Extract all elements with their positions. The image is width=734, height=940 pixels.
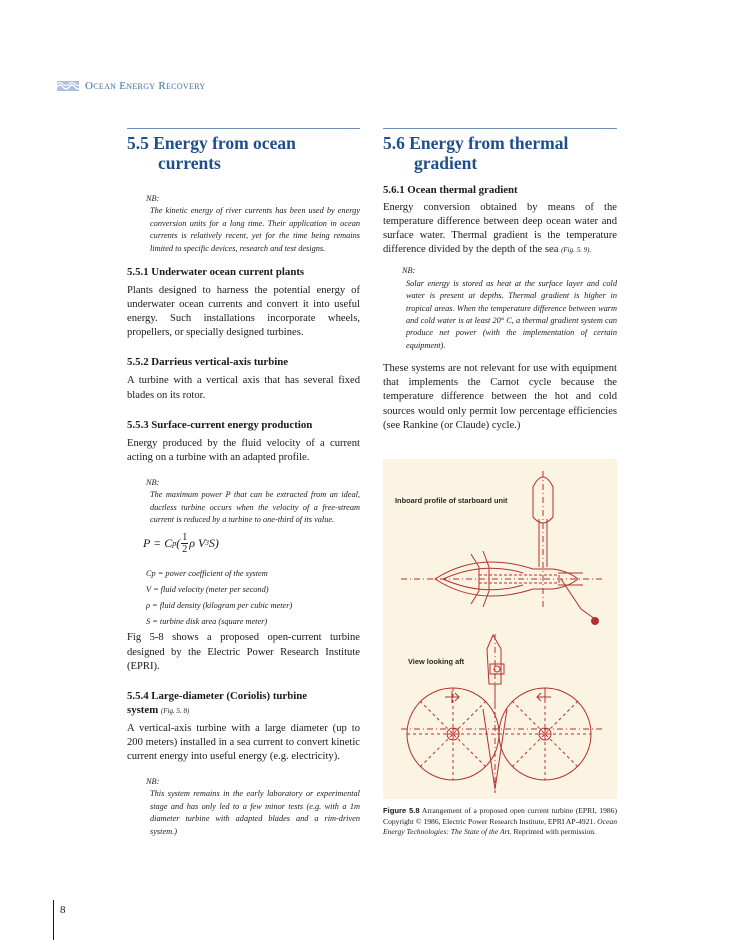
running-header bbox=[57, 80, 205, 92]
page-number-bar bbox=[53, 900, 54, 940]
right-column bbox=[383, 128, 617, 433]
section-5-5-2-body: A turbine with a vertical axis that has several fixed blades on its rotor. bbox=[127, 375, 360, 401]
fraction: $\frac{1}{2}$ bbox=[182, 531, 188, 555]
power-formula: P = C p ( $\frac{1}{2}$ ρ V 3 S) bbox=[143, 531, 219, 555]
definition-item: V = fluid velocity (meter per second) bbox=[146, 585, 269, 595]
section-5-5-3-title: 5.5.3 Surface-current energy production bbox=[127, 418, 313, 431]
section-5-5-3-body: Energy produced by the fluid velocity of a current acting on a turbine with an adapted profile. bbox=[127, 437, 360, 463]
figure-label-top: Inboard profile of starboard unit bbox=[395, 496, 508, 505]
note-block bbox=[127, 193, 360, 255]
note-label: NB: bbox=[146, 776, 160, 786]
note-text: This system remains in the early laboratory or experimental stage and has only led to a few minor tests (e.g. with a 1m diameter turbine with adapted blades and a rim-driven system.) bbox=[150, 789, 360, 836]
figure-label-bottom: View looking aft bbox=[408, 657, 465, 666]
section-5-6-title: 5.6 Energy from thermal gradient bbox=[383, 133, 569, 173]
left-column bbox=[127, 128, 360, 838]
definition-item: Cp = power coefficient of the system bbox=[146, 569, 268, 579]
figure-reference-text: Fig 5-8 shows a proposed open-current turbine designed by the Electric Power Research Institute (EPRI). bbox=[127, 632, 360, 672]
section-5-6-1-title: 5.6.1 Ocean thermal gradient bbox=[383, 184, 518, 196]
section-5-5-4-title: 5.5.4 Large-diameter (Coriolis) turbine system (Fig. 5. 8) bbox=[127, 689, 308, 716]
running-head-text: Ocean Energy Recovery bbox=[85, 80, 206, 92]
definition-item: ρ = fluid density (kilogram per cubic meter) bbox=[146, 601, 293, 611]
note-block bbox=[383, 265, 617, 352]
note-label: NB: bbox=[402, 266, 416, 276]
page-number: 8 bbox=[60, 904, 66, 916]
section-5-6-1-body-2: These systems are not relevant for use with equipment that implements the Carnot cycle because the temperature difference between the hot and cold sources would only permit low percentage efficiencies (see Rankine (or Claude) cycle.) bbox=[383, 363, 617, 431]
note-label: NB: bbox=[146, 194, 160, 203]
section-5-5-1-body: Plants designed to harness the potential energy of underwater ocean currents and convert it into useful energy. Such installations incorporate wheels, propellers, or specially designed turbines. bbox=[127, 285, 360, 339]
note-text: The kinetic energy of river currents has been used by energy conversion units for a long time. Their application in ocean currents is relatively recent, yet for the time being remains limited to specific devices, research and test designs. bbox=[150, 206, 360, 253]
section-5-5-4-body: A vertical-axis turbine with a large diameter (up to 200 meters) installed in a sea current to convert kinetic current energy into useful energy (e.g. electricity). bbox=[127, 722, 360, 762]
section-rule bbox=[383, 128, 617, 129]
figure-caption: Figure 5.8 Arrangement of a proposed open current turbine (EPRI, 1986) Copyright © 1986, Electric Power Research Institute, EPRI AP-4921. Ocean Energy Technologies: The State of the Art. Reprinted with permission. bbox=[383, 806, 618, 837]
note-block bbox=[127, 776, 360, 838]
note-text: Solar energy is stored as heat at the surface layer and cold water is present at depths. Thermal gradient is higher in tropical areas. When the temperature difference between warm and cold water is at least 20° C, a thermal gradient system can produce net power (with the implementation of certain equipment). bbox=[406, 278, 617, 350]
note-label: NB: bbox=[146, 477, 160, 487]
section-5-6-1-body: Energy conversion obtained by means of the temperature difference between deep ocean water and surface water. Thermal gradient is the temperature difference divided by the depth of the sea (Fig. 5. 9). bbox=[383, 202, 617, 256]
definition-item: S = turbine disk area (square meter) bbox=[146, 617, 268, 627]
section-5-5-2-title: 5.5.2 Darrieus vertical-axis turbine bbox=[127, 356, 289, 369]
section-rule bbox=[127, 128, 360, 129]
section-5-5-title: 5.5 Energy from ocean currents bbox=[127, 133, 296, 173]
formula-definitions bbox=[127, 566, 360, 630]
wave-icon bbox=[57, 81, 79, 91]
note-block bbox=[127, 477, 360, 527]
figure-5-8 bbox=[383, 459, 617, 799]
note-text: The maximum power P that can be extracted from an ideal, ductless turbine occurs when the velocity of a free-stream current is reduced by a turbine to one-third of its value. bbox=[150, 490, 360, 524]
turbine-drawing bbox=[383, 459, 617, 799]
section-5-5-1-title: 5.5.1 Underwater ocean current plants bbox=[127, 266, 305, 279]
